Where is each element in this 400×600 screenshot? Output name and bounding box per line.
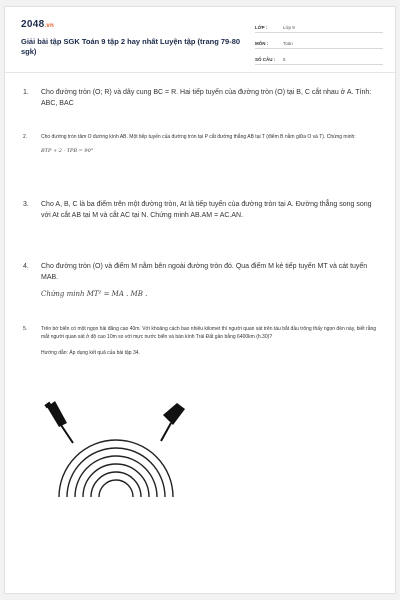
lighthouse-icon bbox=[44, 401, 73, 443]
question-3 bbox=[23, 199, 379, 221]
logo-main: 2048 bbox=[21, 19, 45, 30]
meta-row-subject bbox=[255, 35, 383, 49]
meta-value: 5 bbox=[283, 57, 286, 62]
question-text: Cho đường tròn tâm O đường kính AB. Một tiếp tuyến của đường tròn tại P cắt đường thẳng AB tại T (điểm B nằm giữa O và T). Chứng minh: bbox=[41, 134, 356, 140]
logo-suffix: .vn bbox=[44, 23, 55, 29]
question-text: Cho A, B, C là ba điểm trên một đường tròn, At là tiếp tuyến của đường tròn tại A. Đường thẳng song song với At cắt AB tại M và cắt AC tại N. Chứng minh AB.AM = AC.AN. bbox=[41, 201, 372, 219]
question-number: 5. bbox=[23, 326, 28, 332]
question-formula: Chứng minh MT² = MA . MB . bbox=[41, 290, 148, 298]
ship-icon bbox=[161, 403, 185, 441]
question-2 bbox=[23, 133, 379, 155]
earth-arc bbox=[75, 456, 157, 497]
meta-value: Toán bbox=[283, 41, 293, 46]
question-5 bbox=[23, 325, 379, 357]
document-header bbox=[5, 7, 397, 73]
question-number: 4. bbox=[23, 263, 29, 270]
meta-label: MÔN : bbox=[255, 41, 269, 46]
meta-label: SỐ CÂU : bbox=[255, 57, 276, 62]
question-formula: BTP + 2 · TPB = 90° bbox=[41, 148, 94, 154]
document-title: Giải bài tập SGK Toán 9 tập 2 hay nhất Luyện tập (trang 79-80 sgk) bbox=[21, 37, 241, 56]
meta-label: LỚP : bbox=[255, 25, 268, 30]
lighthouse-figure bbox=[41, 397, 191, 497]
meta-row-grade bbox=[255, 19, 383, 33]
earth-arc bbox=[99, 480, 133, 497]
site-logo[interactable] bbox=[21, 19, 54, 30]
question-number: 3. bbox=[23, 201, 29, 208]
question-1 bbox=[23, 87, 379, 109]
meta-row-count bbox=[255, 51, 383, 65]
question-4 bbox=[23, 261, 379, 300]
earth-arc bbox=[91, 472, 141, 497]
meta-panel bbox=[255, 19, 383, 67]
question-text: Cho đường tròn (O) và điểm M nằm bên ngoài đường tròn đó. Qua điểm M kẻ tiếp tuyến MT và cát tuyến MAB. bbox=[41, 263, 368, 281]
question-number: 1. bbox=[23, 89, 29, 96]
question-guide: Hướng dẫn: Áp dụng kết quả của bài tập 34. bbox=[41, 350, 140, 356]
question-text: Trên bờ biển có một ngọn hải đăng cao 40m. Với khoảng cách bao nhiêu kilomet thì người quan sát trên tàu bắt đầu trông thấy ngọn đèn này, biết rằng mắt người quan sát ở độ cao 10m so với mực nước biển và bán kính Trái Đất gần bằng 6400km (h.30)? bbox=[41, 326, 377, 340]
question-number: 2. bbox=[23, 134, 28, 140]
document-page bbox=[4, 6, 396, 594]
question-text: Cho đường tròn (O; R) và dây cung BC = R. Hai tiếp tuyến của đường tròn (O) tại B, C cắt nhau ở A. Tính: ABC, BAC bbox=[41, 89, 372, 107]
meta-value: Lớp 9 bbox=[283, 25, 295, 30]
